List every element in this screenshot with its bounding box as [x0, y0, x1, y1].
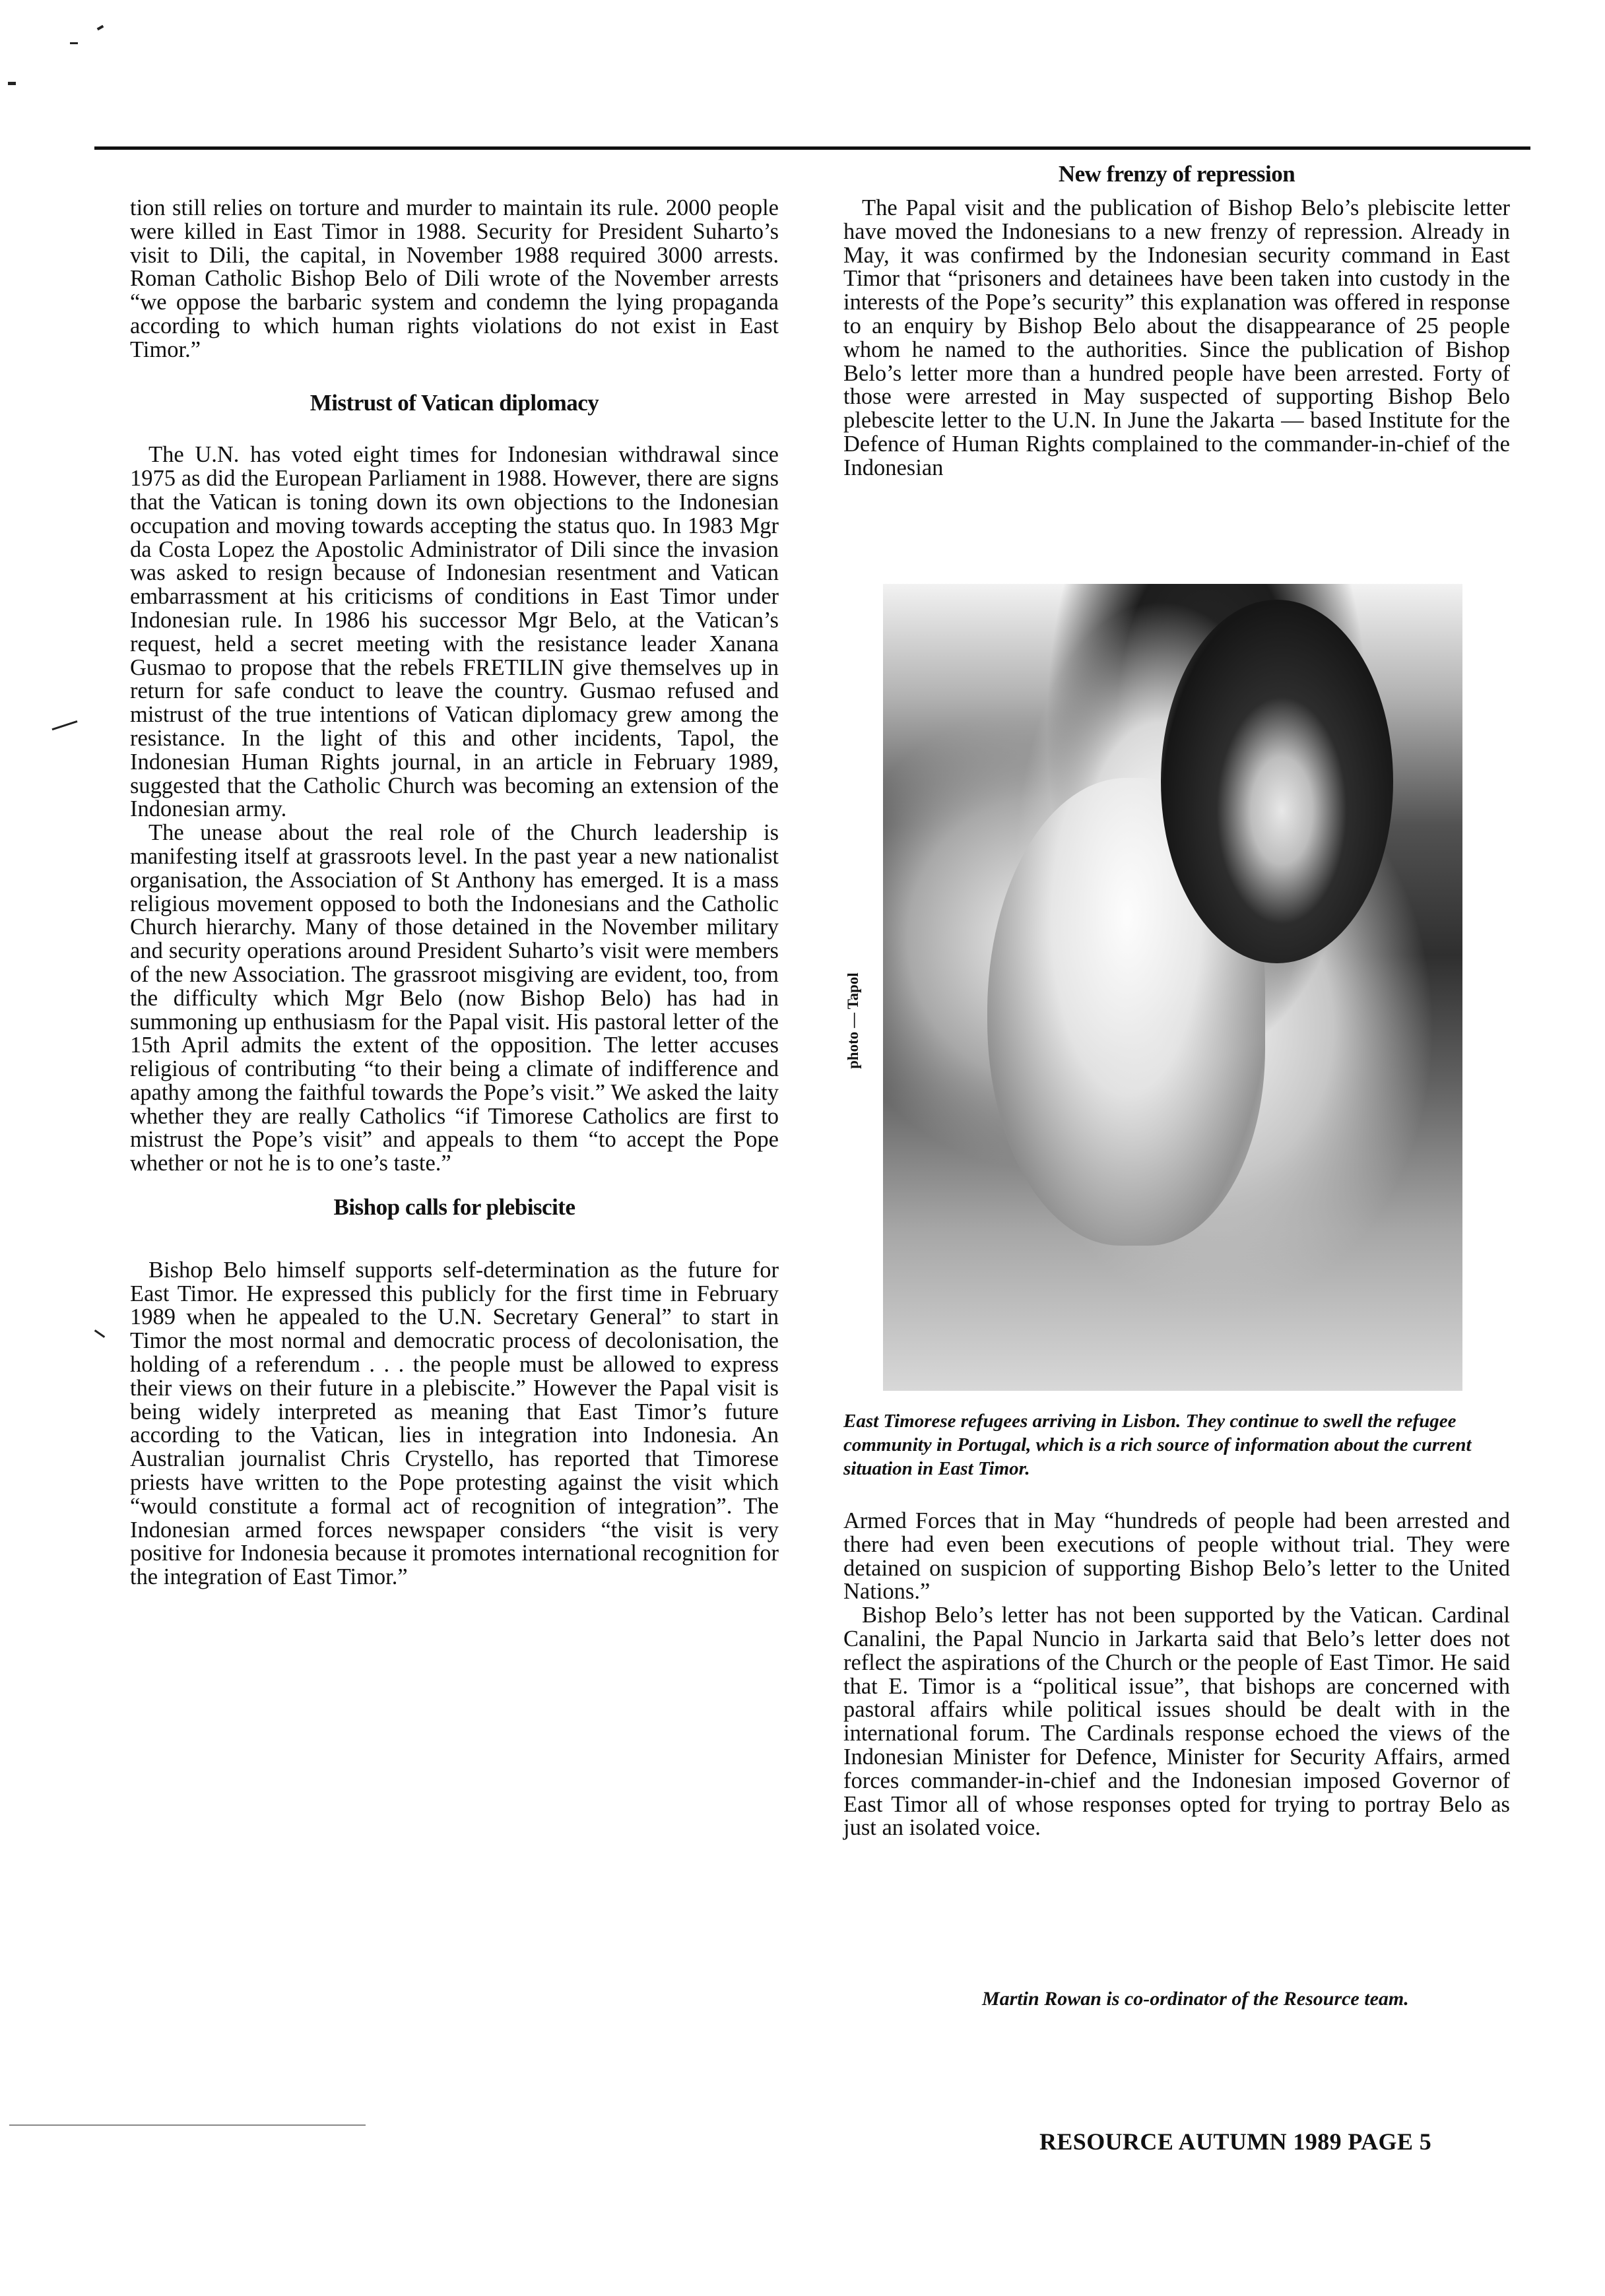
top-rule: [94, 146, 1530, 150]
heading-bishop-calls-plebiscite: Bishop calls for plebiscite: [333, 1194, 575, 1221]
photo-caption: East Timorese refugees arriving in Lisbon. They continue to swell the refugee community in Portugal, which is a rich source of information about the current situation in East Timor.: [843, 1411, 1472, 1479]
left-paragraph-bishop-belo-self-determination: Bishop Belo himself supports self-determination as the future for East Timor. He expressed this publicly for the first time in February 1989 when he appealed to the U.N. Secretary General” to start in Timor the most normal and democratic process of decolonisation, the holding of a referendum . . . the people must be allowed to express their views on their future in a plebiscite.” However the Papal visit is being widely interpreted as meaning that East Timor’s future according to the Vatican, lies in integration into Indonesia. An Australian journalist Chris Crystello, has reported that Timorese priests have written to the Pope protesting against the visit which “would constitute a formal act of recognition of integration”. The Indonesian armed forces newspaper considers “the visit is very positive for Indonesia because it promotes international recognition for the integration of East Timor.”: [130, 1257, 779, 1590]
page-footer: RESOURCE AUTUMN 1989 PAGE 5: [1039, 2128, 1432, 2155]
scan-speck: [94, 1329, 105, 1338]
heading-mistrust-vatican-diplomacy: Mistrust of Vatican diplomacy: [310, 389, 599, 416]
heading-new-frenzy-repression: New frenzy of repression: [1058, 161, 1295, 187]
scan-speck: [8, 82, 16, 85]
scan-speck: [70, 42, 78, 44]
left-paragraph-grassroots-unease: The unease about the real role of the Church leadership is manifesting itself at grassroots level. In the past year a new nationalist organisation, the Association of St Anthony has emerged. It is a mass religious movement opposed to both the Indonesians and the Catholic Church hierarchy. Many of those detained in the November military and security operations around President Suharto’s visit were members of the new Association. The grassroot misgiving are evident, too, from the difficulty which Mgr Belo (now Bishop Belo) has had in summoning up enthusiasm for the Papal visit. His pastoral letter of the 15th April admits the extent of the opposition. The letter accuses religious of contributing “to their being a climate of indifference and apathy among the faithful towards the Pope’s visit.” We asked the laity whether they are really Catholics “if Timorese Catholics are first to mistrust the Pope’s visit” and appeals to them “to accept the Pope whether or not he is to one’s taste.”: [130, 820, 779, 1176]
right-paragraph-papal-visit-repression: The Papal visit and the publication of Bishop Belo’s plebiscite letter have moved the Indonesians to a new frenzy of repression. Already in May, it was confirmed by the Indonesian security command in East Timor that “prisoners and detainees have been taken into custody in the interests of the Pope’s security” this explanation was offered in response to an enquiry by Bishop Belo about the disappearance of 25 people whom he named to the authorities. Since the publication of Bishop Belo’s letter more than a hundred people have been arrested. Forty of those were arrested in May suspected of supporting Bishop Belo plebescite letter to the U.N. In June the Jakarta — based Institute for the Defence of Human Rights complained to the commander-in-chief of the Indonesian: [843, 195, 1510, 480]
left-column: [130, 197, 779, 1589]
refugee-photo: [883, 584, 1462, 1391]
right-paragraph-armed-forces-report: Armed Forces that in May “hundreds of people had been arrested and there had even been executions of people without trial. They were detained on suspicion of supporting Bishop Belo’s letter to the United Nations.”: [843, 1508, 1510, 1605]
author-byline: Martin Rowan is co-ordinator of the Resource team.: [982, 1988, 1409, 2010]
right-column-top: [843, 161, 1510, 480]
left-paragraph-un-votes: The U.N. has voted eight times for Indonesian withdrawal since 1975 as did the European Parliament in 1988. However, there are signs that the Vatican is toning down its own objections to the Indonesian occupation and moving towards accepting the status quo. In 1983 Mgr da Costa Lopez the Apostolic Administrator of Dili since the invasion was asked to resign because of Indonesian resentment and Vatican embarrassment at his criticisms of conditions in East Timor under Indonesian rule. In 1986 his successor Mgr Belo, at the Vatican’s request, held a secret meeting with the resistance leader Xanana Gusmao to propose that the rebels FRETILIN give themselves up in return for safe conduct to leave the country. Gusmao refused and mistrust of the true intentions of Vatican diplomacy grew among the resistance. In the light of this and other incidents, Tapol, the Indonesian Human Rights journal, in an article in February 1989, suggested that the Catholic Church was becoming an extension of the Indonesian army.: [130, 442, 779, 822]
left-paragraph-intro: tion still relies on torture and murder to maintain its rule. 2000 people were killed in East Timor in 1988. Security for President Suharto’s visit to Dili, the capital, in November 1988 required 3000 arrests. Roman Catholic Bishop Belo of Dili wrote of the November arrests “we oppose the barbaric system and condemn the lying propaganda according to which human rights violations do not exist in East Timor.”: [130, 195, 779, 362]
right-column-bottom: [843, 1510, 1510, 1840]
photo-credit: photo — Tapol: [845, 973, 861, 1069]
scan-speck: [97, 25, 104, 30]
right-paragraph-vatican-response: Bishop Belo’s letter has not been supported by the Vatican. Cardinal Canalini, the Papal Nuncio in Jarkarta said that Belo’s letter does not reflect the aspirations of the Church or the people of East Timor. He said that E. Timor is a “political issue”, that bishops are concerned with pastoral affairs while political issues should be dealt with in the international forum. The Cardinals response echoed the views of the Indonesian Minister for Defence, Minister for Security Affairs, armed forces commander-in-chief and the Indonesian imposed Governor of East Timor all of whose responses opted for trying to portray Belo as just an isolated voice.: [843, 1603, 1510, 1841]
scan-speck: [52, 720, 78, 730]
scan-speck: [9, 2124, 366, 2126]
